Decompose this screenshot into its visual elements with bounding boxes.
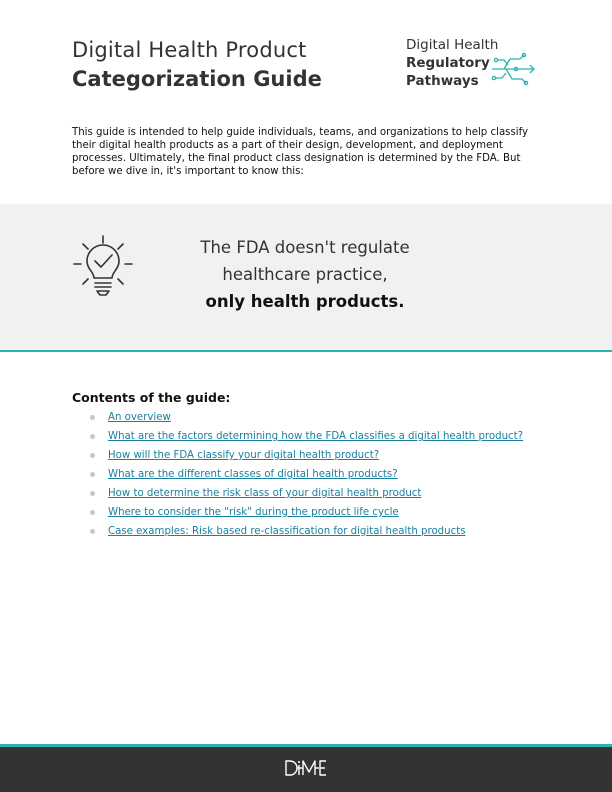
list-item (90, 430, 532, 443)
intro-paragraph: This guide is intended to help guide individuals, teams, and organizations to help classify their digital health products as a part of their design, development, and deployment processes. Ultimately, the final product class designation is determined by the FDA. But before we dive in, it's important to know this: (72, 127, 529, 177)
callout-line-1: The FDA doesn't regulate (200, 238, 410, 257)
bullet-icon (90, 491, 95, 496)
title-line-2: Categorization Guide (72, 67, 322, 91)
bullet-icon (90, 529, 95, 534)
callout-box (0, 204, 612, 352)
dime-logo (284, 758, 328, 778)
logo-text (406, 36, 498, 90)
list-item (90, 487, 532, 500)
callout-line-3: only health products. (205, 292, 405, 311)
bullet-icon (90, 472, 95, 477)
logo-line-1: Digital Health (406, 37, 499, 53)
bullet-icon (90, 434, 95, 439)
toc-list (72, 411, 532, 538)
toc-link-risk-class[interactable]: How to determine the risk class of your digital health product (108, 488, 422, 499)
circuit-arrows-icon (490, 52, 538, 86)
contents-heading: Contents of the guide: (72, 390, 231, 405)
title-line-1: Digital Health Product (72, 38, 307, 62)
list-item (90, 411, 532, 424)
callout-message (190, 234, 420, 315)
table-of-contents (72, 390, 532, 544)
list-item (90, 468, 532, 481)
toc-link-case-examples[interactable]: Case examples: Risk based re-classification for digital health products (108, 526, 466, 537)
logo-line-3: Pathways (406, 73, 479, 89)
footer-bar (0, 744, 612, 792)
toc-link-classify[interactable]: How will the FDA classify your digital health product? (108, 450, 380, 461)
bullet-icon (90, 453, 95, 458)
logo-line-2: Regulatory (406, 55, 490, 71)
lightbulb-check-icon (72, 234, 134, 298)
toc-link-risk-lifecycle[interactable]: Where to consider the "risk" during the product life cycle (108, 507, 399, 518)
toc-link-classes[interactable]: What are the different classes of digital health products? (108, 469, 398, 480)
regulatory-pathways-logo (406, 36, 541, 92)
list-item (90, 506, 532, 519)
callout-line-2: healthcare practice, (222, 265, 388, 284)
page-title (72, 36, 322, 94)
list-item (90, 449, 532, 462)
bullet-icon (90, 510, 95, 515)
list-item (90, 525, 532, 538)
toc-link-factors[interactable]: What are the factors determining how the FDA classifies a digital health product? (108, 431, 524, 442)
toc-link-overview[interactable]: An overview (108, 412, 171, 423)
bullet-icon (90, 415, 95, 420)
